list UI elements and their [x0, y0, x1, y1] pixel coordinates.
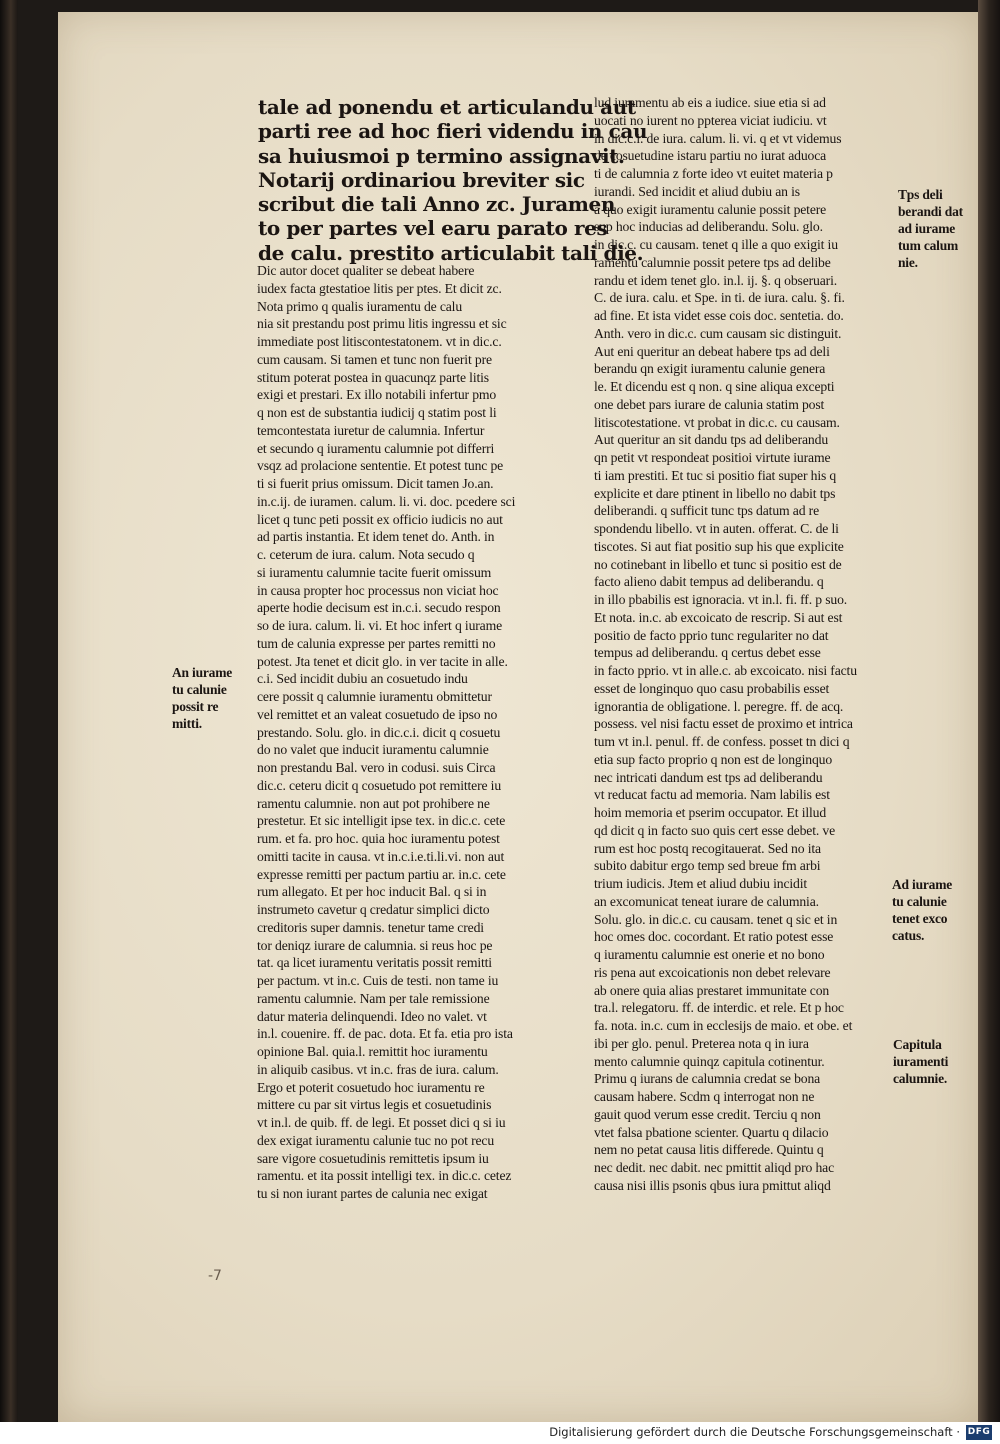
text-line: temcontestata iuretur de calumnia. Infertur	[257, 422, 485, 438]
text-line: licet q tunc peti possit ex officio iudicis no aut	[257, 511, 503, 527]
text-line: berandu qn exigit iuramentu calunie genera	[594, 361, 826, 377]
text-line: C. de iura. calu. et Spe. in ti. de iura. calu. §. fi.	[594, 290, 845, 306]
text-line: ramentu calumnie. non aut pot prohibere ne	[257, 795, 490, 811]
text-line: ti si fuerit prius omissum. Dicit tamen Jo.an.	[257, 476, 494, 491]
text-line: etia sup facto proprio q non est de longinquo	[594, 751, 833, 767]
margin-note-line: nie.	[898, 255, 918, 270]
text-line: in aliquib casibus. vt in.c. fras de iura. calum.	[257, 1061, 499, 1077]
text-line: nem no petat causa litis differede. Quintu q	[594, 1142, 824, 1158]
text-line: expresse remitti per pactum partiu ar. in.c. cete	[257, 866, 506, 882]
text-line: in facto pprio. vt in alle.c. ab excoicato. nisi factu	[594, 663, 857, 678]
heading-line: de calu. prestito articulabit tali die.	[258, 240, 644, 265]
text-line: non prestandu Bal. vero in codusi. suis Circa	[257, 760, 496, 775]
text-line: hoim memoria et pserim occupator. Et illud	[594, 805, 827, 820]
text-line: iudex facta gtestatioe litis per ptes. Et dicit zc.	[257, 280, 502, 296]
text-line: et secundo q iuramentu calumnie pot differri	[257, 440, 495, 456]
text-line: ris pena aut excoicationis non debet relevare	[594, 964, 831, 980]
margin-note-line: Ad iurame	[892, 877, 953, 892]
text-line: do no valet que inducit iuramentu calumnie	[257, 742, 489, 758]
text-line: randu et idem tenet glo. in.l. ij. §. q obseruari.	[594, 272, 837, 288]
text-line: nec intricati dandum est tps ad deliberandu	[594, 769, 823, 785]
text-line: ab onere quia alias prestaret immunitate con	[594, 982, 830, 998]
text-line: nec dedit. nec dabit. nec pmittit aliqd pro hac	[594, 1160, 835, 1175]
text-line: omitti tacite in causa. vt in.c.i.e.ti.li.vi. non aut	[257, 848, 505, 864]
text-line: c. ceterum de iura. calum. Nota secudo q	[257, 547, 475, 562]
margin-note-right-deliberandi	[898, 186, 976, 271]
heading-line: sa huiusmoi p termino assignavit.	[258, 143, 625, 168]
text-line: Et nota. in.c. ab excoicato de rescrip. Si aut est	[594, 609, 843, 625]
text-line: in causa propter hoc processus non viciat hoc	[257, 582, 499, 598]
text-line: q iuramentu calumnie est onerie et no bono	[594, 947, 825, 962]
text-line: ramentu calumnie. Nam per tale remissione	[257, 990, 490, 1006]
text-line: tu si non iurant partes de calunia nec exigat	[257, 1186, 488, 1201]
text-line: a quo exigit iuramentu calunie possit petere	[594, 201, 827, 217]
text-line: causa nisi illis psonis qbus iura pmittut aliqd	[594, 1177, 831, 1193]
text-line: litiscotestatione. vt probat in dic.c. cu causam.	[594, 414, 840, 430]
text-line: spondendu libello. vt in auten. offerat. C. de li	[594, 521, 839, 536]
text-line: vtet falsa pbatione scienter. Quartu q dilacio	[594, 1124, 829, 1140]
text-line: ad fine. Et ista videt esse cois doc. sentetia. do.	[594, 308, 844, 323]
digitization-footer	[0, 1422, 1000, 1444]
heading-line: scribut die tali Anno zc. Juramen	[258, 192, 616, 217]
text-line: Solu. glo. in dic.c. cu causam. tenet q sic et in	[594, 911, 838, 927]
margin-note-line: tum calum	[898, 238, 959, 253]
text-line: hoc omes doc. cocordant. Et ratio potest esse	[594, 929, 834, 945]
text-line: Anth. vero in dic.c. cum causam sic distinguit.	[594, 325, 842, 341]
text-line: trium iudicis. Jtem et aliud dubiu incidit	[594, 876, 808, 891]
text-line: ignorantia de obligatione. l. peregre. ff. de acq.	[594, 698, 844, 714]
text-line: Primu q iurans de calumnia credat se bona	[594, 1071, 821, 1087]
text-line: in.l. couenire. ff. de pac. dota. Et fa. etia pro ista	[257, 1026, 513, 1042]
text-line: immediate post litiscontestatonem. vt in dic.c.	[257, 334, 502, 349]
text-line: Aut queritur an sit dandu tps ad deliberandu	[594, 432, 829, 448]
book-gutter-edge	[0, 0, 18, 1444]
margin-note-line: Capitula	[893, 1037, 942, 1052]
text-line: iurandi. Sed incidit et aliud dubiu an is	[594, 183, 800, 199]
margin-note-line: catus.	[892, 928, 925, 943]
text-line: Dic autor docet qualiter se debeat habere	[257, 263, 475, 278]
text-line: subito dabitur ergo temp sed breue fm arbi	[594, 858, 821, 874]
text-line: le. Et dicendu est q non. q sine aliqua excepti	[594, 379, 835, 394]
margin-note-line: tu calunie	[892, 894, 947, 909]
text-line: in dic.c. cu causam. tenet q ille a quo exigit iu	[594, 237, 838, 252]
text-line: cum causam. Si tamen et tunc non fuerit pre	[257, 351, 492, 367]
text-line: tor deniqz iurare de calumnia. si reus hoc pe	[257, 937, 493, 953]
text-line: ti de calumnia z forte ideo vt euitet materia p	[594, 166, 833, 181]
text-line: rum allegato. Et per hoc inducit Bal. q si in	[257, 884, 487, 900]
text-line: possess. vel nisi factu esset de proximo et intrica	[594, 716, 853, 732]
margin-note-line: mitti.	[172, 716, 202, 731]
text-line: Nota primo q qualis iuramentu de calu	[257, 298, 463, 314]
margin-note-line: berandi dat	[898, 204, 963, 219]
text-line: tum de calunia expresse per partes remitti no	[257, 635, 496, 651]
text-line: mittere cu par sit virtus legis et cosuetudinis	[257, 1097, 492, 1113]
text-line: vsqz ad prolacione sententie. Et potest tunc pe	[257, 458, 504, 474]
text-line: vt reducat factu ad memoria. Nam labilis est	[594, 787, 830, 803]
text-line: si iuramentu calumnie tacite fuerit omissum	[257, 564, 492, 580]
text-line: fa. nota. in.c. cum in ecclesijs de maio. et obe. et	[594, 1018, 853, 1033]
text-line: prestando. Solu. glo. in dic.c.i. dicit q cosuetu	[257, 724, 501, 740]
text-line: rum est hoc postq recogitauerat. Sed no ita	[594, 840, 821, 856]
text-line: datur materia delinquendi. Ideo no valet. vt	[257, 1008, 487, 1024]
text-line: ramentu. et ita possit intelligi tex. in dic.c. cetez	[257, 1168, 512, 1184]
text-line: Aut eni queritur an debeat habere tps ad deli	[594, 343, 830, 359]
text-line: ti iam prestiti. Et tuc si positio fiat super his q	[594, 467, 837, 483]
heading-line: Notarij ordinariou breviter sic	[258, 167, 585, 192]
text-line: dic.c. ceteru dicit q cosuetudo pot remittere iu	[257, 777, 502, 793]
left-text-column	[257, 262, 575, 1203]
margin-note-line: Tps deli	[898, 187, 943, 202]
heading-line: to per partes vel earu parato res	[258, 216, 608, 241]
text-line: mento calumnie quinqz capitula cotinentur.	[594, 1053, 825, 1069]
text-line: an excomunicat teneat iurare de calumnia.	[594, 893, 819, 909]
text-line: qd dicit q in facto suo quis cert esse debet. ve	[594, 822, 836, 838]
text-line: positio de facto pprio tunc regulariter no dat	[594, 627, 829, 643]
right-text-column	[594, 94, 890, 1195]
dfg-logo: DFG	[966, 1425, 992, 1440]
text-line: in illo pbabilis est ignoracia. vt in.l. fi. ff. p suo.	[594, 592, 848, 607]
text-line: gauit quod verum esse credit. Terciu q non	[594, 1106, 821, 1122]
page-edge-shadow	[978, 0, 1000, 1444]
text-line: opinione Bal. quia.l. remittit hoc iuramentu	[257, 1044, 488, 1059]
text-line: ramentu calumnie possit petere tps ad delibe	[594, 254, 831, 270]
text-line: lud iuramentu ab eis a iudice. siue etia si ad	[594, 95, 826, 110]
text-line: per pactum. vt in.c. Cuis de testi. non tame iu	[257, 973, 499, 988]
margin-note-line: possit re	[172, 699, 219, 714]
text-line: sare vigore cosuetudinis remittetis ipsum iu	[257, 1150, 489, 1166]
margin-note-left	[172, 664, 252, 732]
margin-note-line: calumnie.	[893, 1071, 948, 1086]
text-line: tra.l. relegatoru. ff. de interdic. et rele. Et p hoc	[594, 1000, 844, 1016]
text-line: in.c.ij. de iuramen. calum. li. vi. doc. pcedere sci	[257, 493, 516, 509]
text-line: prestetur. Et sic intelligit ipse tex. in dic.c. cete	[257, 813, 506, 829]
text-line: one debet pars iurare de calunia statim post	[594, 396, 825, 412]
margin-note-line: ad iurame	[898, 221, 956, 236]
text-line: nia sit prestandu post primu litis ingressu et sic	[257, 316, 507, 332]
text-line: q non est de substantia iudicij q statim post li	[257, 405, 497, 420]
text-line: deliberandi. q sufficit tunc tps datum ad re	[594, 503, 820, 519]
text-line: ad partis instantia. Et idem tenet do. Anth. in	[257, 529, 495, 545]
text-line: stitum poterat postea in quacunqz parte litis	[257, 369, 489, 385]
margin-note-line: tenet exco	[892, 911, 948, 926]
margin-note-line: An iurame	[172, 665, 233, 680]
text-line: tat. qa licet iuramentu veritatis possit remitti	[257, 955, 492, 971]
margin-note-line: iuramenti	[893, 1054, 949, 1069]
text-line: explicite et dare ptinent in libello no dabit tps	[594, 485, 836, 501]
margin-note-line: tu calunie	[172, 682, 227, 697]
text-line: dex exigat iuramentu calunie tuc no pot recu	[257, 1132, 495, 1148]
text-line: so de iura. calum. li. vi. Et hoc infert q iurame	[257, 618, 503, 633]
text-line: sup hoc inducias ad deliberandu. Solu. glo.	[594, 219, 823, 235]
text-line: uocati no iurent no ppterea viciat iudiciu. vt	[594, 112, 827, 128]
margin-note-right-excommunicatus	[892, 876, 976, 944]
text-line: cere possit q calumnie iuramentu obmittetur	[257, 689, 492, 704]
text-line: in dic.c.i. de iura. calum. li. vi. q et vt videmus	[594, 130, 842, 146]
margin-note-right-capitula	[893, 1036, 977, 1087]
text-line: vt in.l. de quib. ff. de legi. Et posset dici q si iu	[257, 1115, 506, 1130]
text-line: facto alieno dabit tempus ad deliberandu. q	[594, 574, 824, 590]
text-line: c.i. Sed incidit dubiu an cosuetudo indu	[257, 671, 468, 687]
text-line: qn petit vt respondeat positioi virtute iurame	[594, 450, 831, 465]
folio-mark: -7	[208, 1268, 222, 1284]
heading-line: parti ree ad hoc fieri videndu in cau	[258, 119, 648, 144]
text-line: vel remittet et an valeat cosuetudo de ipso no	[257, 706, 498, 722]
text-line: de cosuetudine istaru partiu no iurat aduoca	[594, 148, 827, 164]
text-line: potest. Jta tenet et dicit glo. in ver tacite in alle.	[257, 653, 508, 669]
text-line: creditoris super damnis. tenetur tame credi	[257, 919, 484, 935]
section-heading	[258, 95, 648, 265]
text-line: ibi per glo. penul. Preterea nota q in iura	[594, 1035, 809, 1051]
text-line: tiscotes. Si aut fiat positio sup his que explicite	[594, 538, 844, 554]
text-line: aperte hodie decisum est in.c.i. secudo respon	[257, 600, 501, 616]
footer-credit-text: Digitalisierung gefördert durch die Deutsche Forschungsgemeinschaft ·	[549, 1425, 960, 1439]
text-line: Ergo et poterit cosuetudo hoc iuramentu re	[257, 1079, 485, 1095]
text-line: esset de longinquo quo casu probabilis esset	[594, 680, 830, 696]
text-line: exigi et prestari. Ex illo notabili infertur pmo	[257, 387, 497, 403]
text-line: tempus ad deliberandu. q certus debet esse	[594, 645, 821, 661]
text-line: causam habere. Scdm q interrogat non ne	[594, 1089, 815, 1104]
text-line: no cotinebant in libello et tunc si positio est de	[594, 556, 842, 572]
text-line: instrumeto cavetur q credatur simplici dicto	[257, 902, 490, 917]
text-line: tum vt in.l. penul. ff. de confess. posset tn dici q	[594, 734, 850, 749]
text-line: rum. et fa. pro hoc. quia hoc iuramentu potest	[257, 831, 500, 846]
heading-line: tale ad ponendu et articulandu aut	[258, 95, 636, 119]
